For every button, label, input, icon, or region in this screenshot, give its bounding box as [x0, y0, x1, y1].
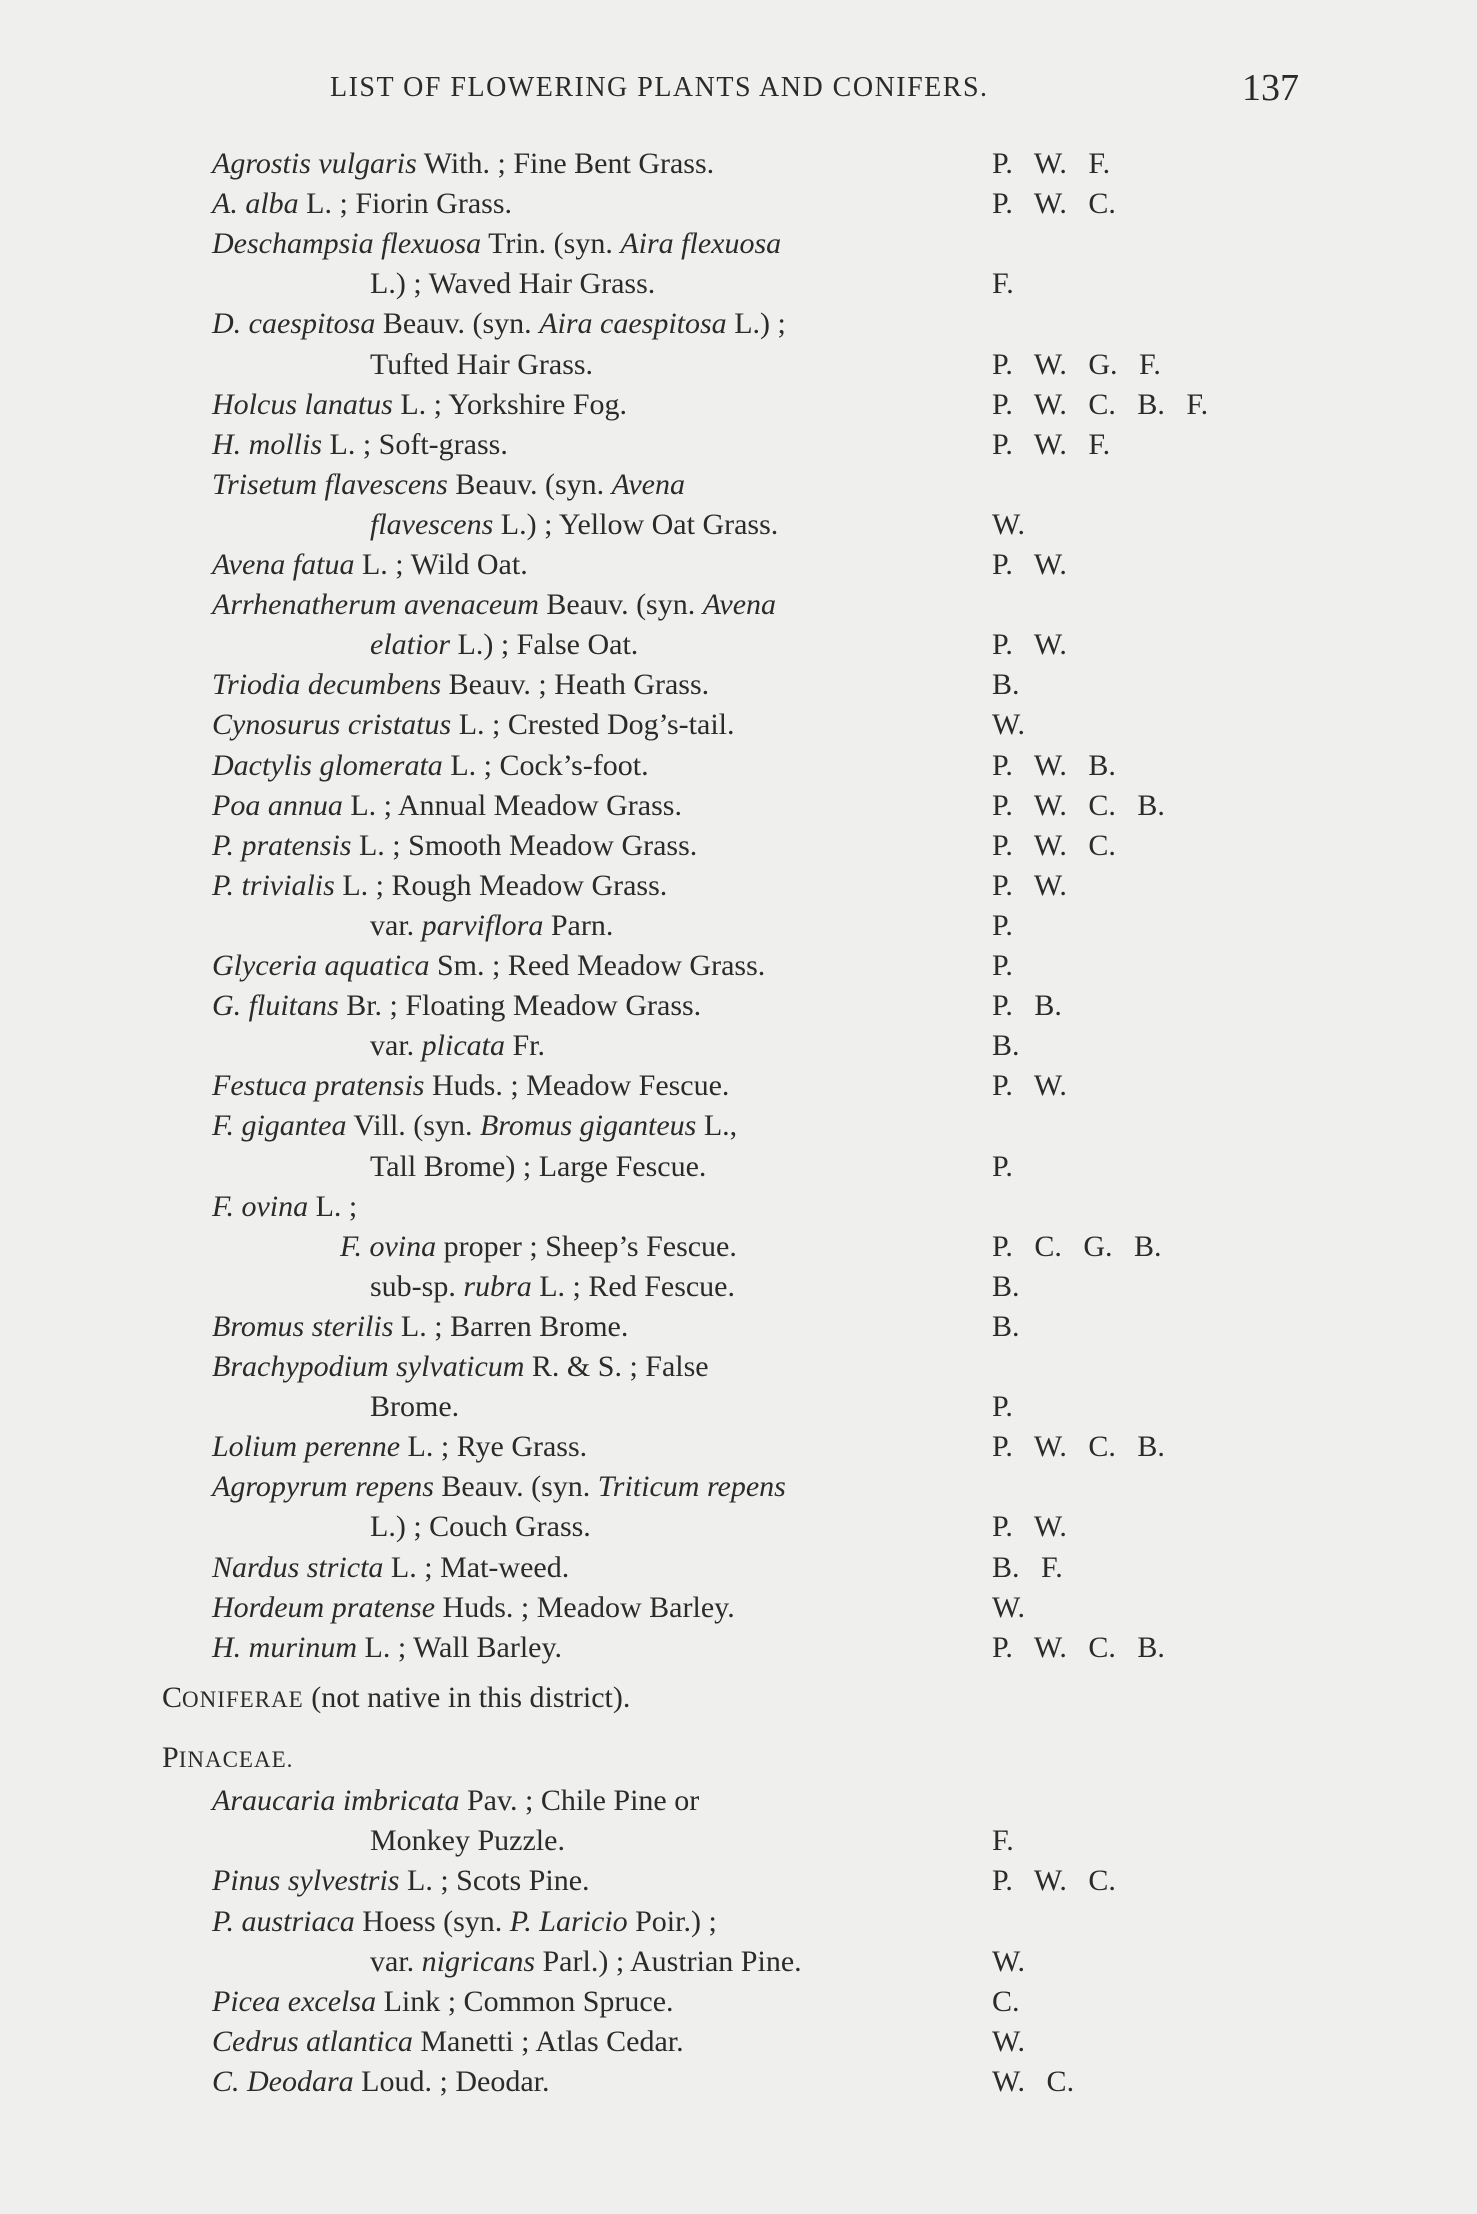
locality-codes: P. W. C. B.: [992, 1430, 1165, 1464]
species-name: P. pratensis: [212, 828, 352, 862]
species-entry: [212, 465, 685, 505]
species-text: L. ; Rye Grass.: [400, 1430, 588, 1464]
species-entry: [370, 1507, 591, 1547]
species-name: rubra: [463, 1269, 532, 1303]
species-entry: [212, 986, 701, 1026]
locality-codes: W.: [992, 708, 1026, 742]
locality-codes: B.: [992, 1269, 1020, 1303]
species-name: Avena: [702, 588, 777, 622]
species-text: sub-sp.: [370, 1269, 464, 1303]
species-name: H. murinum: [212, 1630, 358, 1664]
species-entry: [212, 425, 508, 465]
species-entry: [340, 1227, 737, 1267]
species-name: F. ovina: [340, 1229, 437, 1263]
species-name: Nardus stricta: [212, 1550, 384, 1584]
page-number: 137: [1242, 67, 1299, 109]
species-entry: [212, 385, 627, 425]
locality-codes: B. F.: [992, 1550, 1063, 1584]
species-name: C. Deodara: [212, 2065, 354, 2099]
section-heading-pinaceae: [162, 1738, 293, 1780]
species-name: Aira flexuosa: [620, 227, 782, 261]
locality-codes: W.: [992, 1944, 1026, 1978]
species-entry: [370, 345, 593, 385]
species-entry: [370, 1026, 545, 1066]
locality-codes: P. B.: [992, 989, 1062, 1023]
species-name: H. mollis: [212, 427, 323, 461]
locality-codes: W.: [992, 2025, 1026, 2059]
species-text: Fr.: [504, 1029, 546, 1063]
locality-codes: P. W. C.: [992, 828, 1116, 862]
species-entry: [370, 625, 638, 665]
locality-codes: P. C. G. B.: [992, 1229, 1162, 1263]
species-entry: [212, 304, 786, 344]
species-name: F. gigantea: [212, 1109, 347, 1143]
locality-codes: P.: [992, 949, 1013, 982]
species-text: var.: [370, 1944, 422, 1978]
species-text: Sm. ; Reed Meadow Grass.: [429, 949, 766, 982]
locality-codes: C.: [992, 1985, 1020, 2018]
locality-codes: P. W. C. B.: [992, 788, 1165, 822]
species-name: Bromus giganteus: [479, 1109, 697, 1143]
species-text: L. ; Wall Barley.: [357, 1630, 563, 1664]
species-name: Trisetum flavescens: [212, 467, 448, 501]
locality-codes: W. C.: [992, 2065, 1075, 2099]
species-text: L.) ;: [726, 307, 786, 341]
species-entry: [212, 1106, 737, 1146]
species-entry: [212, 1781, 699, 1821]
species-name: F. ovina: [212, 1189, 309, 1223]
locality-codes: P. W. B.: [992, 748, 1116, 782]
species-entry: [212, 2062, 549, 2102]
species-name: Pinus sylvestris: [212, 1864, 400, 1898]
locality-codes: B.: [992, 1309, 1020, 1343]
heading-initial: P: [162, 1741, 179, 1774]
species-name: Aira caespitosa: [539, 307, 727, 341]
species-text: Br. ; Floating Meadow Grass.: [338, 989, 702, 1023]
locality-codes: P. W.: [992, 868, 1067, 902]
species-entry: [212, 184, 512, 224]
species-text: Parn.: [543, 908, 614, 942]
species-name: Triticum repens: [597, 1470, 786, 1504]
species-entry: [370, 1387, 459, 1427]
locality-codes: W.: [992, 507, 1026, 541]
species-entry: [370, 505, 778, 545]
species-entry: [212, 1467, 786, 1507]
species-name: Festuca pratensis: [212, 1069, 425, 1103]
species-text: Vill. (syn.: [346, 1109, 480, 1143]
species-name: Glyceria aquatica: [212, 949, 430, 982]
species-name: Cedrus atlantica: [212, 2025, 413, 2059]
species-text: Beauv. (syn.: [447, 467, 612, 501]
species-entry: [212, 1066, 729, 1106]
species-text: Hoess (syn.: [354, 1904, 510, 1938]
species-name: Dactylis glomerata: [212, 748, 443, 782]
locality-codes: P. W. C. B.: [992, 1630, 1165, 1664]
species-text: L.) ; False Oat.: [450, 628, 639, 662]
species-text: R. & S. ; False: [524, 1350, 709, 1383]
species-text: L. ; Soft-grass.: [322, 427, 508, 461]
locality-codes: P. W. C. B. F.: [992, 387, 1209, 421]
species-name: P. trivialis: [212, 868, 335, 902]
species-text: L.) ; Couch Grass.: [370, 1510, 591, 1544]
species-text: With. ; Fine Bent Grass.: [416, 147, 715, 180]
species-entry: [212, 585, 776, 625]
species-text: L.,: [696, 1109, 738, 1143]
species-name: G. fluitans: [212, 989, 339, 1023]
species-text: Manetti ; Atlas Cedar.: [412, 2025, 684, 2059]
species-name: parviflora: [421, 908, 544, 942]
species-entry: [212, 786, 682, 826]
species-text: Trin. (syn.: [481, 227, 621, 261]
species-name: P. austriaca: [212, 1904, 355, 1938]
species-text: L.) ; Yellow Oat Grass.: [493, 507, 779, 541]
species-entry: [370, 1267, 735, 1307]
species-text: L. ; Mat-weed.: [383, 1550, 570, 1584]
species-entry: [370, 264, 655, 304]
species-entry: [212, 2022, 684, 2062]
running-header-title: LIST OF FLOWERING PLANTS AND CONIFERS.: [330, 72, 989, 103]
species-entry: [212, 1588, 735, 1628]
species-name: Lolium perenne: [212, 1430, 401, 1464]
locality-codes: P. W.: [992, 1069, 1067, 1103]
species-entry: [370, 1942, 802, 1982]
species-name: Araucaria imbricata: [212, 1784, 460, 1817]
species-entry: [370, 906, 613, 946]
species-entry: [212, 1902, 717, 1942]
locality-codes: P. W. C.: [992, 187, 1116, 221]
species-name: D. caespitosa: [212, 307, 376, 341]
species-name: Deschampsia flexuosa: [212, 227, 482, 261]
species-entry: [212, 665, 709, 705]
species-name: Triodia decumbens: [212, 668, 442, 702]
species-name: Agrostis vulgaris: [212, 147, 417, 180]
species-entry: [212, 1427, 587, 1467]
species-text: Beauv. ; Heath Grass.: [441, 668, 710, 702]
species-entry: [212, 224, 781, 264]
species-name: Avena fatua: [212, 548, 355, 581]
locality-codes: B.: [992, 668, 1020, 702]
species-text: Brome.: [370, 1390, 460, 1424]
species-text: Beauv. (syn.: [433, 1470, 598, 1504]
species-text: var.: [370, 908, 422, 942]
species-text: var.: [370, 1029, 422, 1063]
species-text: L.) ; Waved Hair Grass.: [370, 267, 656, 301]
species-text: L. ; Wild Oat.: [354, 548, 528, 581]
species-text: Beauv. (syn.: [538, 588, 703, 622]
species-name: Arrhenatherum avenaceum: [212, 588, 539, 622]
species-text: proper ; Sheep’s Fescue.: [436, 1229, 737, 1263]
species-name: Cynosurus cristatus: [212, 708, 452, 742]
species-entry: [212, 705, 735, 745]
species-text: Pav. ; Chile Pine or: [459, 1784, 700, 1817]
species-text: Huds. ; Meadow Fescue.: [424, 1069, 730, 1103]
species-name: Holcus lanatus: [212, 387, 393, 421]
species-entry: [212, 946, 765, 986]
locality-codes: P. W. F.: [992, 147, 1111, 180]
species-text: L. ; Scots Pine.: [399, 1864, 590, 1898]
species-entry: [212, 746, 649, 786]
species-entry: [212, 1307, 628, 1347]
species-entry: [212, 1861, 590, 1901]
species-name: A. alba: [212, 187, 299, 221]
locality-codes: P. W. C.: [992, 1864, 1116, 1898]
species-text: Parl.) ; Austrian Pine.: [535, 1944, 802, 1978]
species-text: Poir.) ;: [627, 1904, 717, 1938]
species-name: Bromus sterilis: [212, 1309, 394, 1343]
species-name: elatior: [370, 628, 450, 662]
locality-codes: B.: [992, 1029, 1020, 1063]
species-entry: [212, 144, 714, 184]
species-entry: [212, 545, 528, 585]
species-entry: [212, 1347, 709, 1387]
species-text: Monkey Puzzle.: [370, 1824, 565, 1858]
locality-codes: P. W. F.: [992, 427, 1111, 461]
species-name: Poa annua: [212, 788, 343, 822]
species-text: L. ; Smooth Meadow Grass.: [351, 828, 698, 862]
section-heading-coniferae: [162, 1678, 630, 1720]
species-text: L. ;: [308, 1189, 358, 1223]
species-text: L. ; Rough Meadow Grass.: [334, 868, 668, 902]
heading-smallcaps: INACEAE.: [178, 1747, 294, 1772]
locality-codes: P.: [992, 1149, 1013, 1183]
species-text: L. ; Red Fescue.: [531, 1269, 735, 1303]
locality-codes: P. W.: [992, 1510, 1067, 1544]
heading-smallcaps: ONIFERAE: [182, 1687, 304, 1712]
locality-codes: P. W. G. F.: [992, 347, 1161, 381]
species-entry: [212, 1628, 562, 1668]
locality-codes: W.: [992, 1590, 1026, 1624]
locality-codes: P. W.: [992, 628, 1067, 662]
species-text: Link ; Common Spruce.: [376, 1985, 674, 2018]
species-text: L. ; Yorkshire Fog.: [392, 387, 628, 421]
species-text: Beauv. (syn.: [375, 307, 540, 341]
species-text: L. ; Cock’s-foot.: [442, 748, 649, 782]
species-text: L. ; Barren Brome.: [393, 1309, 629, 1343]
species-entry: [212, 1548, 569, 1588]
species-name: Agropyrum repens: [212, 1470, 434, 1504]
species-name: Brachypodium sylvaticum: [212, 1350, 525, 1383]
species-name: Picea excelsa: [212, 1985, 377, 2018]
species-entry: [212, 866, 667, 906]
species-text: L. ; Annual Meadow Grass.: [342, 788, 682, 822]
locality-codes: F.: [992, 1824, 1014, 1858]
species-name: flavescens: [370, 507, 494, 541]
species-text: Loud. ; Deodar.: [353, 2065, 550, 2099]
species-entry: [370, 1821, 565, 1861]
species-entry: [212, 1187, 357, 1227]
locality-codes: P. W.: [992, 548, 1067, 581]
species-name: nigricans: [421, 1944, 535, 1978]
species-entry: [212, 1982, 674, 2022]
locality-codes: P.: [992, 908, 1013, 942]
heading-note: (not native in this district).: [303, 1681, 631, 1714]
species-text: Tall Brome) ; Large Fescue.: [370, 1149, 707, 1183]
locality-codes: F.: [992, 267, 1014, 301]
species-entry: [212, 826, 697, 866]
locality-codes: P.: [992, 1390, 1013, 1424]
species-text: Tufted Hair Grass.: [370, 347, 594, 381]
species-entry: [370, 1147, 706, 1187]
species-name: plicata: [421, 1029, 505, 1063]
species-name: Hordeum pratense: [212, 1590, 436, 1624]
species-text: L. ; Fiorin Grass.: [298, 187, 512, 221]
species-text: L. ; Crested Dog’s-tail.: [451, 708, 735, 742]
species-name: P. Laricio: [509, 1904, 628, 1938]
species-name: Avena: [611, 467, 685, 501]
heading-initial: C: [162, 1681, 183, 1714]
species-text: Huds. ; Meadow Barley.: [435, 1590, 735, 1624]
